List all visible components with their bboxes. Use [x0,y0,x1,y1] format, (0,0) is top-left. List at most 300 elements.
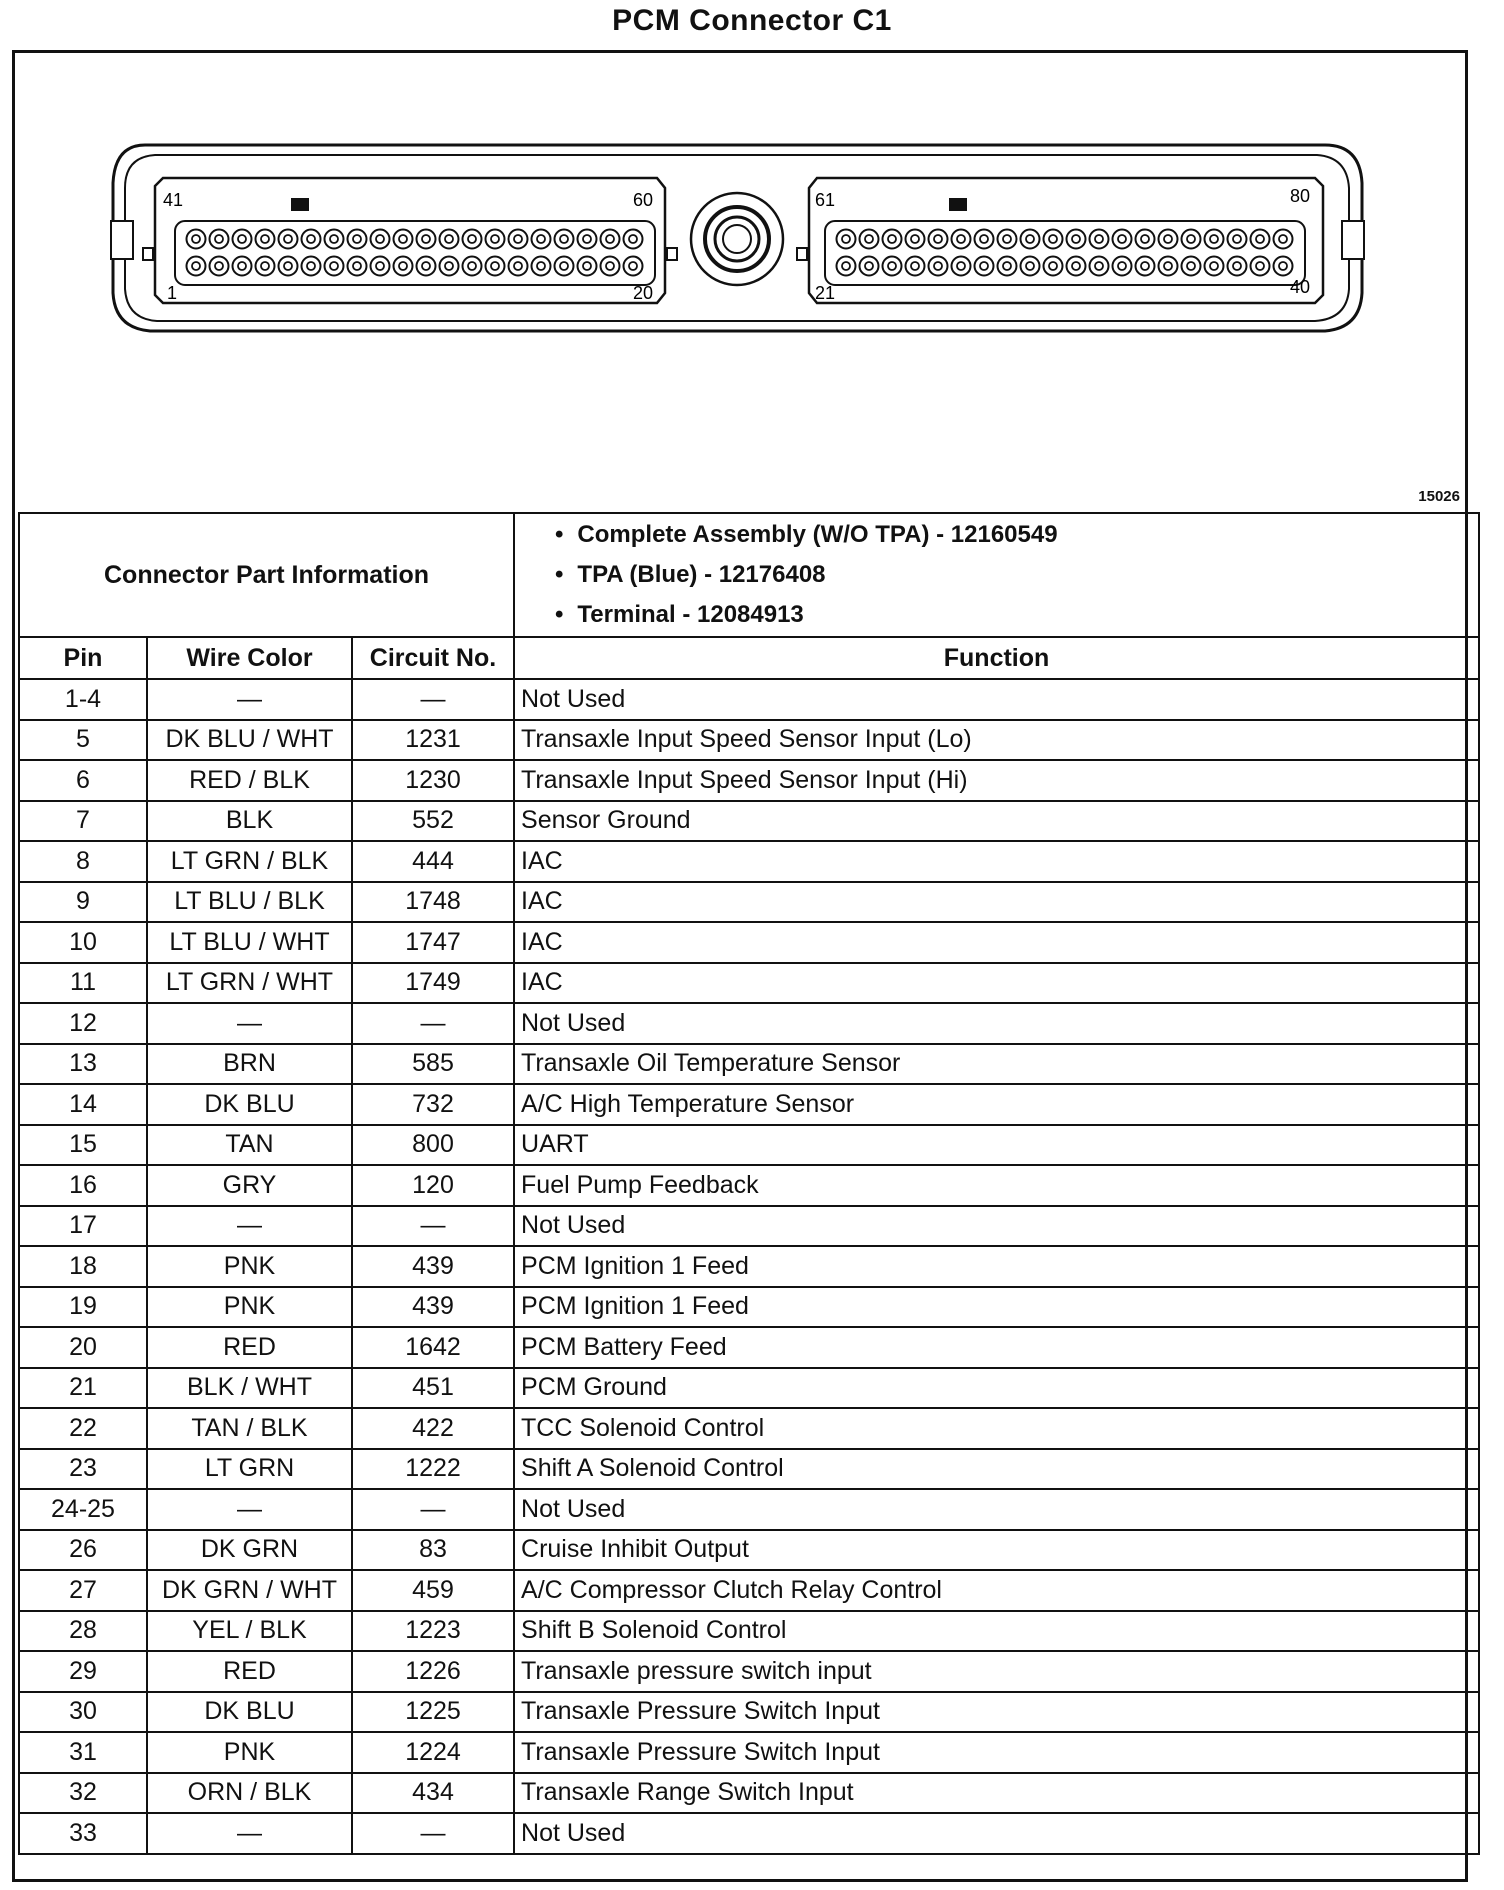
pin-socket-inner [261,235,269,243]
pin-socket-inner [1026,235,1034,243]
wire-color-cell: RED [147,1327,352,1368]
pin-socket-inner [606,235,614,243]
circuit-cell: — [352,1003,514,1044]
circuit-cell: 1642 [352,1327,514,1368]
function-cell: Sensor Ground [514,801,1479,842]
wire-color-cell: LT BLU / WHT [147,922,352,963]
pin-socket-inner [445,262,453,270]
circuit-cell: 444 [352,841,514,882]
pin-socket-inner [1118,235,1126,243]
pin-socket-inner [1256,262,1264,270]
table-row [19,1651,1479,1692]
pin-socket-inner [491,262,499,270]
pin-socket [440,230,459,249]
pin-cell: 28 [19,1611,147,1652]
pin-socket-inner [491,235,499,243]
pin-socket-inner [1164,235,1172,243]
wire-color-cell: — [147,1489,352,1530]
table-row [19,1246,1479,1287]
wire-color-cell: — [147,1206,352,1247]
pin-socket-inner [1256,235,1264,243]
pin-socket [624,257,643,276]
pin-socket [837,257,856,276]
wire-color-cell: TAN / BLK [147,1408,352,1449]
pin-cell: 31 [19,1732,147,1773]
pin-socket-inner [238,262,246,270]
right-pin-array [837,230,1293,276]
pin-socket [929,257,948,276]
function-cell: UART [514,1125,1479,1166]
function-cell: Transaxle Oil Temperature Sensor [514,1044,1479,1085]
pin-socket [601,257,620,276]
pin-cell: 11 [19,963,147,1004]
pin-socket-inner [422,235,430,243]
table-row [19,801,1479,842]
pin-socket [837,230,856,249]
circuit-cell: 1225 [352,1692,514,1733]
circuit-cell: — [352,1206,514,1247]
table-row [19,1773,1479,1814]
pin-cell: 8 [19,841,147,882]
pin-cell: 13 [19,1044,147,1085]
table-row [19,1368,1479,1409]
pin-socket-inner [215,262,223,270]
pin-socket-inner [629,235,637,243]
circuit-cell: 422 [352,1408,514,1449]
pin-socket-inner [980,235,988,243]
pin-socket [578,257,597,276]
wire-color-cell: LT GRN / WHT [147,963,352,1004]
pin-socket [187,230,206,249]
pin-socket-inner [583,235,591,243]
pin-socket [371,257,390,276]
table-row [19,720,1479,761]
pin-socket-inner [537,235,545,243]
pin-label-80: 80 [1290,186,1311,206]
pin-cell: 22 [19,1408,147,1449]
pin-socket [417,230,436,249]
figure-id: 15026 [1418,488,1460,505]
wire-color-cell: PNK [147,1246,352,1287]
pin-socket-inner [468,262,476,270]
pin-socket-inner [1049,262,1057,270]
table-row [19,1287,1479,1328]
pin-socket [1205,230,1224,249]
pin-cell: 24-25 [19,1489,147,1530]
pin-socket-inner [934,262,942,270]
pin-cell: 21 [19,1368,147,1409]
header-pin: Pin [19,637,147,679]
pin-socket-inner [307,235,315,243]
pin-socket [1021,230,1040,249]
function-cell: A/C High Temperature Sensor [514,1084,1479,1125]
pin-socket-inner [445,235,453,243]
circuit-cell: 1749 [352,963,514,1004]
connector-pin-table [18,512,1480,1855]
pin-socket-inner [980,262,988,270]
function-cell: Transaxle Range Switch Input [514,1773,1479,1814]
pin-socket-inner [399,262,407,270]
pin-socket [1136,257,1155,276]
pin-label-20: 20 [633,283,654,303]
function-cell: Transaxle Pressure Switch Input [514,1732,1479,1773]
pin-socket-inner [1003,262,1011,270]
wire-color-cell: LT GRN [147,1449,352,1490]
pin-socket-inner [192,262,200,270]
pin-socket [1228,230,1247,249]
pin-socket-inner [934,235,942,243]
pin-socket-inner [1072,235,1080,243]
circuit-cell: 439 [352,1246,514,1287]
pin-socket [532,230,551,249]
wire-color-cell: — [147,1813,352,1854]
wire-color-cell: DK GRN / WHT [147,1570,352,1611]
pin-socket-inner [353,235,361,243]
pin-socket [233,257,252,276]
pin-socket-inner [1233,262,1241,270]
part-info-item: • Terminal - 12084913 [555,595,1472,635]
circuit-cell: 451 [352,1368,514,1409]
pin-socket [256,230,275,249]
circuit-cell: 434 [352,1773,514,1814]
pin-socket [348,257,367,276]
pin-socket-inner [560,235,568,243]
pin-socket-inner [215,235,223,243]
pin-socket-inner [376,235,384,243]
header-wire-color: Wire Color [147,637,352,679]
pin-socket [906,257,925,276]
pin-label-41: 41 [163,190,184,210]
wire-color-cell: PNK [147,1732,352,1773]
function-cell: PCM Ignition 1 Feed [514,1287,1479,1328]
table-row [19,679,1479,720]
pin-socket-inner [1026,262,1034,270]
pin-socket [302,257,321,276]
circuit-cell: 1223 [352,1611,514,1652]
function-cell: Fuel Pump Feedback [514,1165,1479,1206]
header-function: Function [514,637,1479,679]
pin-socket-inner [284,235,292,243]
wire-color-cell: PNK [147,1287,352,1328]
table-row [19,1327,1479,1368]
pin-cell: 20 [19,1327,147,1368]
function-cell: Not Used [514,1206,1479,1247]
pin-socket-inner [606,262,614,270]
table-row [19,1813,1479,1854]
pin-socket [555,257,574,276]
wire-color-cell: BLK [147,801,352,842]
wire-color-cell: YEL / BLK [147,1611,352,1652]
pin-socket [975,230,994,249]
function-cell: PCM Ground [514,1368,1479,1409]
table-row [19,1044,1479,1085]
pin-socket [601,230,620,249]
pin-cell: 18 [19,1246,147,1287]
wire-color-cell: DK BLU [147,1692,352,1733]
pin-socket-inner [629,262,637,270]
pin-cell: 12 [19,1003,147,1044]
pin-socket [325,230,344,249]
pin-socket [952,257,971,276]
table-row [19,1449,1479,1490]
pin-socket [555,230,574,249]
circuit-cell: 83 [352,1530,514,1571]
pin-socket [1067,230,1086,249]
pin-cell: 26 [19,1530,147,1571]
pin-socket [1228,257,1247,276]
function-cell: PCM Ignition 1 Feed [514,1246,1479,1287]
pin-socket [325,257,344,276]
table-row [19,1530,1479,1571]
pin-socket [952,230,971,249]
function-cell: Transaxle Pressure Switch Input [514,1692,1479,1733]
function-cell: Transaxle Input Speed Sensor Input (Hi) [514,760,1479,801]
wire-color-cell: — [147,1003,352,1044]
pin-socket-inner [583,262,591,270]
pin-socket [1159,230,1178,249]
pin-socket-inner [888,262,896,270]
table-row [19,882,1479,923]
pin-socket [348,230,367,249]
function-cell: IAC [514,922,1479,963]
circuit-cell: 585 [352,1044,514,1085]
pin-socket [883,257,902,276]
pin-socket [440,257,459,276]
pin-socket-inner [1141,262,1149,270]
pin-socket [371,230,390,249]
pin-socket [860,230,879,249]
circuit-cell: 1222 [352,1449,514,1490]
circuit-cell: 1747 [352,922,514,963]
pin-cell: 14 [19,1084,147,1125]
function-cell: IAC [514,963,1479,1004]
pin-socket-inner [307,262,315,270]
wire-color-cell: DK BLU [147,1084,352,1125]
table-row [19,1489,1479,1530]
pin-cell: 32 [19,1773,147,1814]
circuit-cell: 459 [352,1570,514,1611]
pin-cell: 17 [19,1206,147,1247]
pin-socket-inner [330,235,338,243]
pin-socket [998,257,1017,276]
pin-socket-inner [238,235,246,243]
function-cell: IAC [514,841,1479,882]
pin-socket [210,257,229,276]
pin-socket-inner [1164,262,1172,270]
circuit-cell: 1226 [352,1651,514,1692]
pin-cell: 19 [19,1287,147,1328]
wire-color-cell: DK GRN [147,1530,352,1571]
function-cell: Not Used [514,1003,1479,1044]
pin-socket [256,257,275,276]
pin-socket-inner [422,262,430,270]
pin-socket [1090,257,1109,276]
pin-socket-inner [560,262,568,270]
wire-color-cell: BRN [147,1044,352,1085]
part-info-list [514,513,1479,637]
pin-socket-inner [957,262,965,270]
table-row [19,760,1479,801]
pin-socket [509,230,528,249]
wire-color-cell: RED / BLK [147,760,352,801]
circuit-cell: — [352,679,514,720]
pin-socket-inner [1210,235,1218,243]
pin-socket-inner [1072,262,1080,270]
pin-socket-inner [911,262,919,270]
pin-label-1: 1 [167,283,178,303]
pin-socket-inner [468,235,476,243]
pin-socket-inner [1118,262,1126,270]
table-row [19,1125,1479,1166]
pin-socket [975,257,994,276]
pin-socket [463,257,482,276]
pin-socket-inner [1210,262,1218,270]
pin-cell: 15 [19,1125,147,1166]
pin-socket-inner [888,235,896,243]
pin-socket [1136,230,1155,249]
pin-socket [394,257,413,276]
pin-socket [1205,257,1224,276]
table-row [19,841,1479,882]
pin-cell: 16 [19,1165,147,1206]
pin-socket [1182,257,1201,276]
pin-socket-inner [514,262,522,270]
pin-label-61: 61 [815,190,836,210]
pin-cell: 5 [19,720,147,761]
pin-socket [1067,257,1086,276]
pin-socket [624,230,643,249]
pin-cell: 7 [19,801,147,842]
pin-socket-inner [865,235,873,243]
pin-socket [532,257,551,276]
pin-socket-inner [284,262,292,270]
pin-socket [929,230,948,249]
pin-socket-inner [1095,262,1103,270]
function-cell: Not Used [514,1489,1479,1530]
part-info-item: • TPA (Blue) - 12176408 [555,555,1472,595]
table-row [19,1732,1479,1773]
circuit-cell: 439 [352,1287,514,1328]
table-row [19,963,1479,1004]
pin-socket [1044,257,1063,276]
table-row [19,1408,1479,1449]
function-cell: Cruise Inhibit Output [514,1530,1479,1571]
pin-socket [486,230,505,249]
circuit-cell: 1224 [352,1732,514,1773]
pin-socket [1044,230,1063,249]
part-info-label: Connector Part Information [19,513,514,637]
pin-socket-inner [1049,235,1057,243]
pin-socket-inner [1095,235,1103,243]
pin-socket [860,257,879,276]
wire-color-cell: BLK / WHT [147,1368,352,1409]
pin-socket-inner [399,235,407,243]
pin-socket-inner [911,235,919,243]
part-info-item: • Complete Assembly (W/O TPA) - 12160549 [555,515,1472,555]
function-cell: PCM Battery Feed [514,1327,1479,1368]
function-cell: TCC Solenoid Control [514,1408,1479,1449]
wire-color-cell: TAN [147,1125,352,1166]
pin-socket-inner [330,262,338,270]
pin-cell: 27 [19,1570,147,1611]
left-pin-array [187,230,643,276]
pin-socket-inner [192,235,200,243]
pin-socket [1113,230,1132,249]
circuit-cell: 1748 [352,882,514,923]
pin-socket [1113,257,1132,276]
pin-cell: 1-4 [19,679,147,720]
pin-socket-inner [1279,235,1287,243]
pin-socket-inner [1187,262,1195,270]
pin-socket [1251,257,1270,276]
circuit-cell: 1231 [352,720,514,761]
pin-cell: 29 [19,1651,147,1692]
table-row [19,1003,1479,1044]
circuit-cell: 552 [352,801,514,842]
pin-cell: 6 [19,760,147,801]
pin-socket [417,257,436,276]
pin-socket-inner [1141,235,1149,243]
function-cell: Transaxle pressure switch input [514,1651,1479,1692]
pin-socket [394,230,413,249]
pin-socket-inner [842,235,850,243]
pin-socket [463,230,482,249]
pin-socket [233,230,252,249]
circuit-cell: 732 [352,1084,514,1125]
pin-socket [509,257,528,276]
table-row [19,922,1479,963]
function-cell: Shift B Solenoid Control [514,1611,1479,1652]
pin-socket [998,230,1017,249]
function-cell: IAC [514,882,1479,923]
pin-socket-inner [1233,235,1241,243]
pin-socket-inner [957,235,965,243]
table-row [19,1084,1479,1125]
table-row [19,1692,1479,1733]
function-cell: A/C Compressor Clutch Relay Control [514,1570,1479,1611]
pin-socket [1021,257,1040,276]
wire-color-cell: GRY [147,1165,352,1206]
wire-color-cell: LT GRN / BLK [147,841,352,882]
function-cell: Not Used [514,679,1479,720]
wire-color-cell: RED [147,1651,352,1692]
pin-socket-inner [1279,262,1287,270]
circuit-cell: 800 [352,1125,514,1166]
pin-label-21: 21 [815,283,836,303]
header-circuit-no: Circuit No. [352,637,514,679]
pin-cell: 23 [19,1449,147,1490]
pin-socket [578,230,597,249]
table-header-row [19,637,1479,679]
table-row [19,1570,1479,1611]
circuit-cell: — [352,1489,514,1530]
function-cell: Shift A Solenoid Control [514,1449,1479,1490]
pin-socket [279,230,298,249]
circuit-cell: 120 [352,1165,514,1206]
pin-cell: 10 [19,922,147,963]
pin-socket [906,230,925,249]
pin-label-60: 60 [633,190,654,210]
pin-socket-inner [353,262,361,270]
pin-socket-inner [376,262,384,270]
pin-socket [486,257,505,276]
page-title: PCM Connector C1 [612,4,892,37]
pin-socket [1274,257,1293,276]
table-row [19,1611,1479,1652]
pin-socket [279,257,298,276]
pin-label-40: 40 [1290,277,1311,297]
pin-cell: 9 [19,882,147,923]
